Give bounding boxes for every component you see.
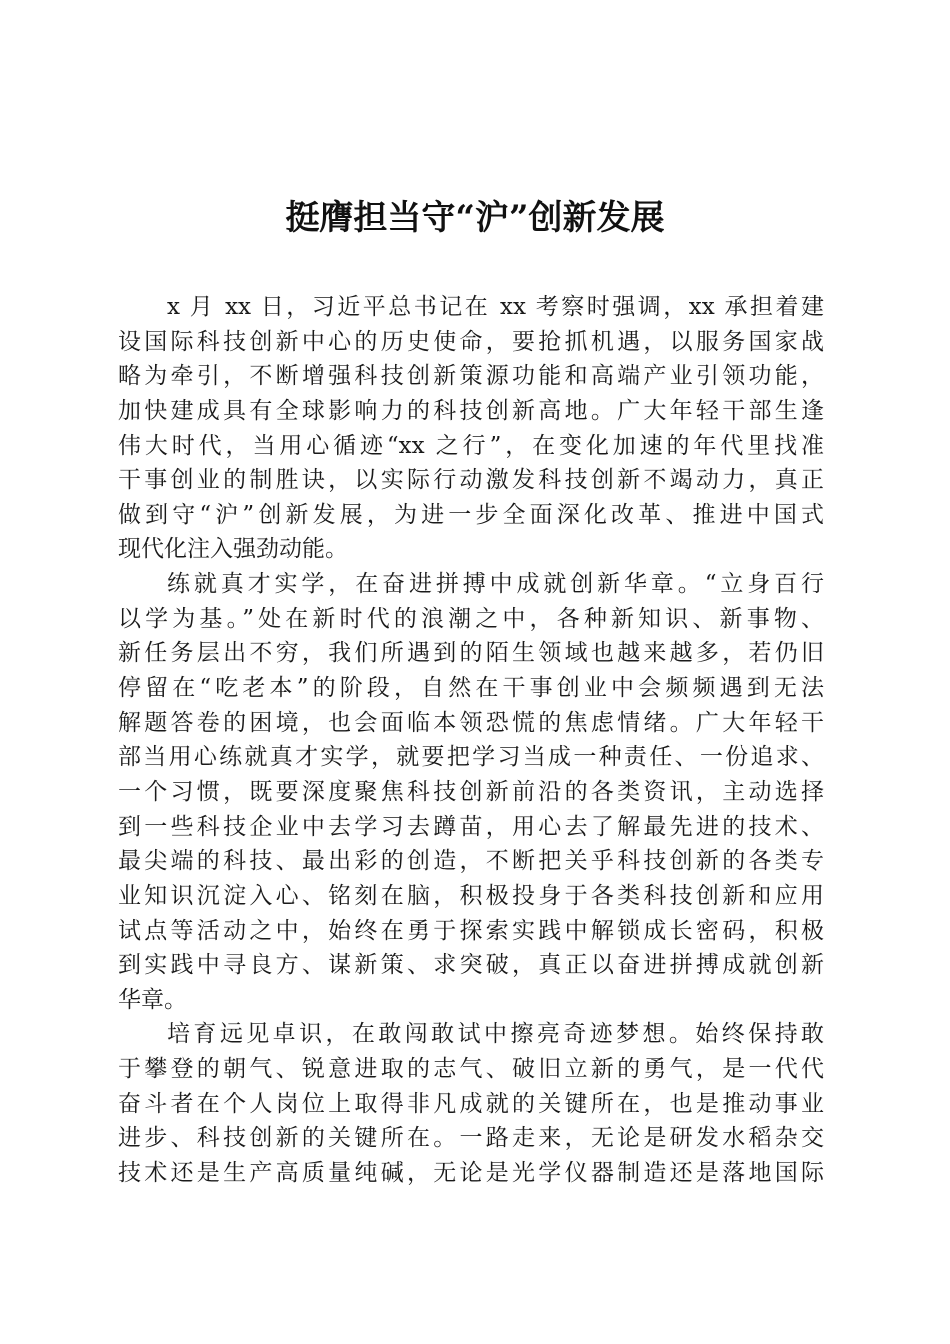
paragraph-line: 华章。 xyxy=(118,986,187,1013)
paragraph-line: 略为牵引，不断增强科技创新策源功能和高端产业引领功能， xyxy=(118,363,824,390)
paragraph-line: 于攀登的朝气、锐意进取的志气、破旧立新的勇气，是一代代 xyxy=(118,1056,824,1083)
paragraph-2 xyxy=(118,567,824,1017)
paragraph-line: 到实践中寻良方、谋新策、求突破，真正以奋进拼搏成就创新 xyxy=(118,952,824,979)
paragraph-line: 解题答卷的困境，也会面临本领恐慌的焦虑情绪。广大年轻干 xyxy=(118,709,824,736)
paragraph-line: 现代化注入强劲动能。 xyxy=(118,536,348,563)
paragraph-line: 进步、科技创新的关键所在。一路走来，无论是研发水稻杂交 xyxy=(118,1125,824,1152)
paragraph-line: 奋斗者在个人岗位上取得非凡成就的关键所在，也是推动事业 xyxy=(118,1090,824,1117)
paragraph-line: 伟大时代，当用心循迹“xx 之行”，在变化加速的年代里找准 xyxy=(118,432,824,459)
paragraph-line: 到一些科技企业中去学习去蹲苗，用心去了解最先进的技术、 xyxy=(118,813,824,840)
paragraph-line: 最尖端的科技、最出彩的创造，不断把关乎科技创新的各类专 xyxy=(118,848,824,875)
paragraph-line: 试点等活动之中，始终在勇于探索实践中解锁成长密码，积极 xyxy=(118,917,824,944)
paragraph-line: 停留在“吃老本”的阶段，自然在干事创业中会频频遇到无法 xyxy=(118,675,824,702)
document-body xyxy=(118,290,824,1191)
paragraph-line: 培育远见卓识，在敢闯敢试中擦亮奇迹梦想。始终保持敢 xyxy=(167,1021,824,1048)
paragraph-line: 部当用心练就真才实学，就要把学习当成一种责任、一份追求、 xyxy=(118,744,824,771)
document-title: 挺膺担当守“沪”创新发展 xyxy=(285,198,665,238)
paragraph-line: 做到守“沪”创新发展，为进一步全面深化改革、推进中国式 xyxy=(118,501,824,528)
paragraph-line: x 月 xx 日，习近平总书记在 xx 考察时强调，xx 承担着建 xyxy=(167,294,824,320)
paragraph-line: 业知识沉淀入心、铭刻在脑，积极投身于各类科技创新和应用 xyxy=(118,882,824,909)
paragraph-line: 以学为基。”处在新时代的浪潮之中，各种新知识、新事物、 xyxy=(118,605,824,632)
paragraph-line: 干事创业的制胜诀，以实际行动激发科技创新不竭动力，真正 xyxy=(118,467,824,494)
paragraph-line: 加快建成具有全球影响力的科技创新高地。广大年轻干部生逢 xyxy=(118,397,824,424)
paragraph-1 xyxy=(118,290,824,567)
paragraph-line: 新任务层出不穷，我们所遇到的陌生领域也越来越多，若仍旧 xyxy=(118,640,824,667)
paragraph-line: 一个习惯，既要深度聚焦科技创新前沿的各类资讯，主动选择 xyxy=(118,778,824,805)
paragraph-line: 练就真才实学，在奋进拼搏中成就创新华章。“立身百行 xyxy=(167,571,824,598)
paragraph-line: 技术还是生产高质量纯碱，无论是光学仪器制造还是落地国际 xyxy=(118,1160,824,1187)
paragraph-3 xyxy=(118,1017,824,1190)
paragraph-line: 设国际科技创新中心的历史使命，要抢抓机遇，以服务国家战 xyxy=(118,328,824,355)
